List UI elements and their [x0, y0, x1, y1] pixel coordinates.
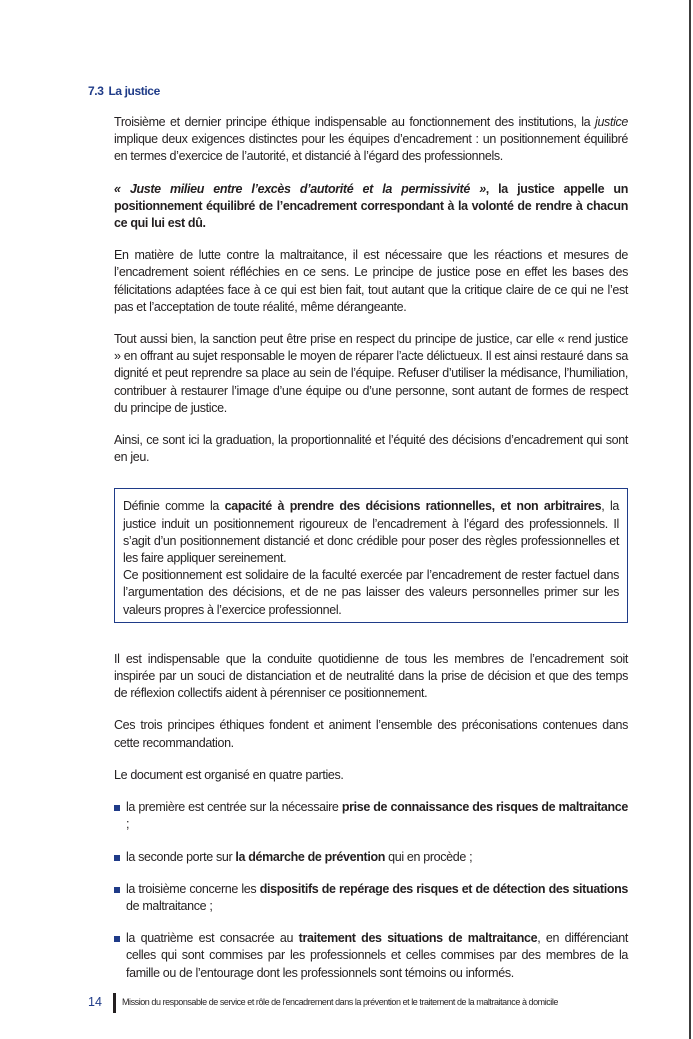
bold-term: la démarche de prévention — [235, 849, 386, 864]
parts-list — [114, 799, 628, 982]
bullet-square-icon — [114, 855, 120, 861]
bullet-square-icon — [114, 887, 120, 893]
italic-term: justice — [595, 115, 628, 129]
text-run: , la justice appelle un positionnement équilibré de l’encadrement correspondant à la volonté de rendre à chacun ce qui lui est dû. — [114, 181, 628, 231]
list-item — [114, 930, 628, 982]
text-run: la seconde porte sur — [126, 849, 236, 864]
page-edge-line — [689, 0, 691, 1039]
list-item — [114, 849, 628, 866]
text-run: la troisième concerne les — [126, 881, 260, 896]
paragraph-5: Ainsi, ce sont ici la graduation, la proportionnalité et l’équité des décisions d’encadrement qui sont en jeu. — [114, 433, 628, 465]
text-run: ; — [126, 817, 130, 832]
paragraph-6: Il est indispensable que la conduite quotidienne de tous les membres de l’encadrement soit inspirée par un souci de distanciation et de neutralité dans la prise de décision et que des temps de réflexion collectifs aident à pérenniser ce positionnement. — [114, 651, 628, 701]
bold-term: dispositifs de repérage des risques et de détection des situations — [259, 881, 628, 896]
text-run: , en différenciant celles qui sont commises par les professionnels et celles commises par des membres de la famille ou de l’entourage dont les professionnels sont témoins ou informés. — [126, 931, 628, 980]
text-run: la quatrième est consacrée au — [126, 931, 299, 946]
bullet-square-icon — [114, 936, 120, 942]
paragraph-4: Tout aussi bien, la sanction peut être prise en respect du principe de justice, car elle « rend justice » en offrant au sujet responsable le moyen de réparer l’acte délictueux. Il est ainsi restauré dans sa dignité et peut reprendre sa place au sein de l’équipe. Refuser d’utiliser la médisance, l’humiliation, contribuer à restaurer l’image d’une équipe ou d’une personne, sont autant de formes de respect du principe de justice. — [114, 332, 628, 415]
paragraph-quote — [114, 181, 628, 233]
callout-paragraph-1 — [123, 498, 619, 567]
text-run: , la justice induit un positionnement rigoureux de l’encadrement à l’égard des professionnels. Il s’agit d’un positionnement distancié et donc crédible pour poser des règles professionnelles et les faire appliquer sereinement. — [123, 499, 619, 566]
text-run: qui en procède ; — [385, 849, 473, 864]
text-run: de maltraitance ; — [126, 898, 213, 913]
section-title: La justice — [108, 84, 160, 98]
page-number: 14 — [88, 995, 102, 1009]
bold-term: traitement des situations de maltraitance — [298, 931, 538, 946]
paragraph-3: En matière de lutte contre la maltraitance, il est nécessaire que les réactions et mesures de l’encadrement soient réfléchies en ce sens. Le principe de justice pose en effet les bases des félicitations adaptées face à ce qui est bien fait, tout autant que la critique claire de ce qui ne l’est pas et l’acceptation de toute réalité, même dérangeante. — [114, 248, 628, 314]
bold-term: capacité à prendre des décisions rationnelles, et non arbitraires — [224, 499, 602, 514]
paragraph-intro — [114, 114, 628, 166]
footer-divider — [113, 993, 116, 1013]
paragraph-7: Ces trois principes éthiques fondent et animent l’ensemble des préconisations contenues dans cette recommandation. — [114, 718, 628, 750]
paragraph-8: Le document est organisé en quatre parties. — [114, 767, 344, 782]
quote-text: « Juste milieu entre l’excès d’autorité et la permissivité » — [114, 181, 486, 196]
list-item — [114, 799, 628, 833]
text-run: Troisième et dernier principe éthique indispensable au fonctionnement des institutions, la — [114, 115, 596, 129]
list-item — [114, 881, 628, 915]
section-heading — [88, 84, 160, 98]
text-run: implique deux exigences distinctes pour les équipes d’encadrement : un positionnement équilibré en termes d’exercice de l’autorité, et distancié à l’égard des professionnels. — [114, 132, 628, 164]
text-run: la première est centrée sur la nécessaire — [126, 800, 342, 815]
body-text — [114, 114, 628, 997]
running-title: Mission du responsable de service et rôle de l’encadrement dans la prévention et le traitement de la maltraitance à domicile — [122, 997, 558, 1007]
section-number: 7.3 — [88, 84, 104, 98]
bullet-square-icon — [114, 805, 120, 811]
callout-paragraph-2: Ce positionnement est solidaire de la faculté exercée par l’encadrement de rester factuel dans l’argumentation des décisions, et de ne pas laisser des valeurs personnelles primer sur les valeurs propres à l’exercice professionnel. — [123, 568, 619, 617]
bold-term: prise de connaissance des risques de maltraitance — [341, 800, 628, 815]
text-run: Définie comme la — [123, 499, 225, 514]
definition-callout-box — [114, 488, 628, 622]
